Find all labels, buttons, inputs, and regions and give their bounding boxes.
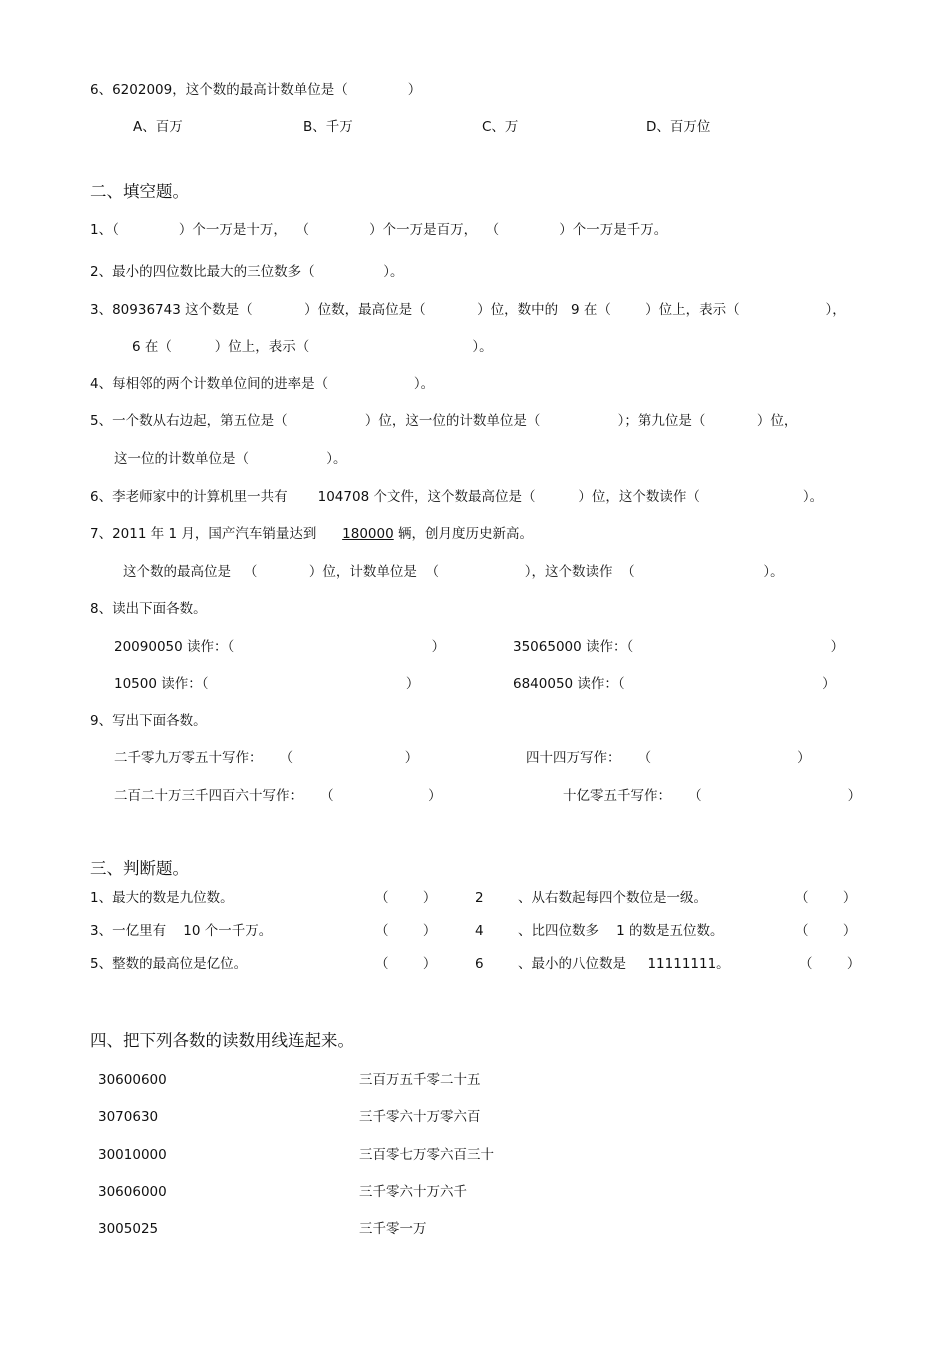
judge-paren-2: （ ） (795, 890, 857, 906)
write-item-4: 十亿零五千写作： （ ） (563, 788, 862, 804)
write-item-2: 四十四万写作： （ ） (526, 750, 811, 766)
fill-section-heading: 二、填空题。 (90, 182, 189, 201)
match-number-2: 3070630 (98, 1109, 159, 1125)
judge-item-2: 、从右数起每四个数位是一级。 (518, 890, 707, 906)
judge-item-6: 、最小的八位数是 11111111。 (518, 956, 730, 972)
match-reading-3: 三百零七万零六百三十 (359, 1147, 494, 1163)
judge-item-5: 5、整数的最高位是亿位。 (90, 956, 248, 972)
judge-paren-4: （ ） (795, 923, 857, 939)
judge-item-4: 、比四位数多 1 的数是五位数。 (518, 923, 724, 939)
match-number-3: 30010000 (98, 1147, 167, 1163)
read-item-4: 6840050 读作：（ ） (513, 676, 836, 692)
judge-item-3: 3、一亿里有 10 个一千万。 (90, 923, 273, 939)
judge-section-heading: 三、判断题。 (90, 859, 189, 878)
fill-question-2: 2、最小的四位数比最大的三位数多（ ）。 (90, 264, 404, 280)
match-reading-1: 三百万五千零二十五 (359, 1072, 481, 1088)
match-reading-4: 三千零六十万六千 (359, 1184, 467, 1200)
read-item-2: 35065000 读作：（ ） (513, 639, 845, 655)
option-d: D、百万位 (646, 119, 711, 135)
option-b: B、千万 (303, 119, 353, 135)
match-section-heading: 四、把下列各数的读数用线连起来。 (90, 1031, 354, 1050)
match-number-1: 30600600 (98, 1072, 167, 1088)
fill-question-5-line2: 这一位的计数单位是（ ）。 (114, 451, 347, 467)
judge-paren-3: （ ） (375, 923, 437, 939)
option-a: A、百万 (133, 119, 183, 135)
read-item-1: 20090050 读作：（ ） (114, 639, 446, 655)
write-item-3: 二百二十万三千四百六十写作： （ ） (114, 788, 442, 804)
write-item-1: 二千零九万零五十写作： （ ） (114, 750, 419, 766)
match-reading-2: 三千零六十万零六百 (359, 1109, 481, 1125)
fill-question-9: 9、写出下面各数。 (90, 713, 207, 729)
fill-question-6: 6、李老师家中的计算机里一共有 104708 个文件，这个数最高位是（ ）位，这个数读作（ ）。 (90, 489, 824, 505)
match-number-5: 3005025 (98, 1221, 159, 1237)
fill-question-7-line2: 这个数的最高位是 （ ）位，计数单位是 （ ），这个数读作 （ ）。 (123, 564, 784, 580)
fill-question-3-line1: 3、80936743 这个数是（ ）位数，最高位是（ ）位，数中的 9 在（ ）位上，表示（ ）， (90, 302, 846, 318)
option-c: C、万 (482, 119, 519, 135)
fill-question-3-line2: 6 在（ ）位上，表示（ ）。 (132, 339, 493, 355)
fill-question-5-line1: 5、一个数从右边起，第五位是（ ）位，这一位的计数单位是（ ）；第九位是（ ）位， (90, 413, 798, 429)
fill-question-7-line1: 7、2011 年 1 月，国产汽车销量达到 180000 辆，创月度历史新高。 (90, 526, 533, 542)
judge-number-6: 6 (475, 956, 484, 972)
judge-number-2: 2 (475, 890, 484, 906)
fill-question-4: 4、每相邻的两个计数单位间的进率是（ ）。 (90, 376, 435, 392)
judge-number-4: 4 (475, 923, 484, 939)
fill-question-1: 1、（ ）个一万是十万， （ ）个一万是百万， （ ）个一万是千万。 (90, 222, 668, 238)
match-number-4: 30606000 (98, 1184, 167, 1200)
question-6-stem: 6、6202009，这个数的最高计数单位是（ ） (90, 82, 422, 98)
judge-paren-6: （ ） (799, 956, 861, 972)
read-item-3: 10500 读作：（ ） (114, 676, 420, 692)
judge-item-1: 1、最大的数是九位数。 (90, 890, 234, 906)
match-reading-5: 三千零一万 (359, 1221, 427, 1237)
fill-question-8: 8、读出下面各数。 (90, 601, 207, 617)
judge-paren-5: （ ） (375, 956, 437, 972)
judge-paren-1: （ ） (375, 890, 437, 906)
underlined-number: 180000 (342, 526, 394, 542)
